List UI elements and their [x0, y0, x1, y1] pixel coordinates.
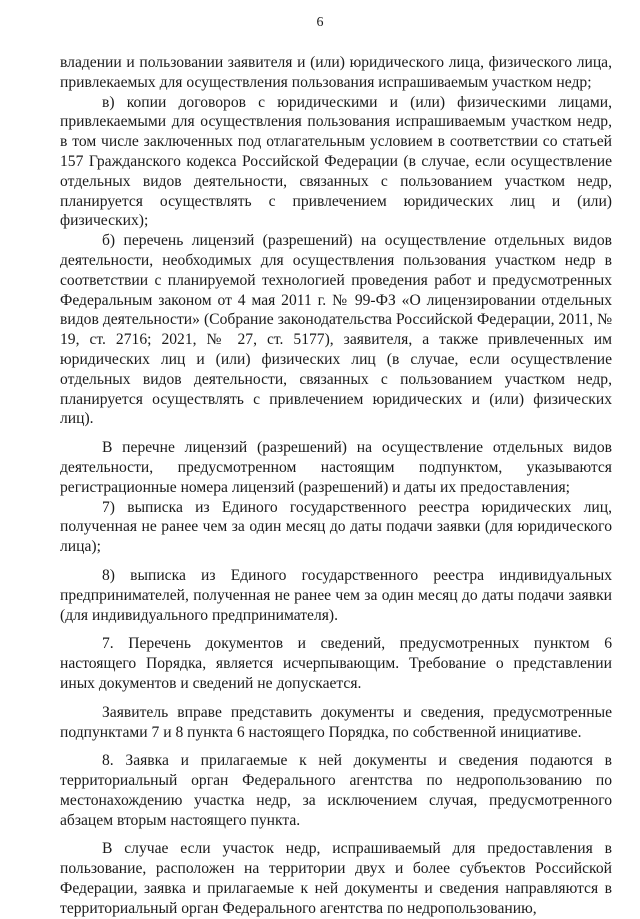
paragraph-item-8: 8) выписка из Единого государственного реестра индивидуальных предпринимателей, полученная не ранее чем за один месяц до даты подачи заявки (для индивидуального предпринимателя). [60, 566, 612, 624]
paragraph-item-6: б) перечень лицензий (разрешений) на осуществление отдельных видов деятельности, необходимых для осуществления пользования участком недр в соответствии с планируемой технологией проведения работ и предусмотренных Федеральным законом от 4 мая 2011 г. № 99-ФЗ «О лицензировании отдельных видов деятельности» (Собрание законодательства Российской Федерации, 2011, № 19, ст. 2716; 2021, № 27, ст. 5177), заявителя, а также привлеченных им юридических лиц и (или) физических лиц (в случае, если осуществление отдельных видов деятельности, связанных с пользованием участком недр, планируется осуществлять с привлечением юридических и (или) физических лиц). [60, 232, 612, 428]
paragraph-continuation: владении и пользовании заявителя и (или) юридического лица, физического лица, привлекаемых для осуществления пользования испрашиваемым участком недр; [60, 54, 612, 91]
document-body [60, 53, 612, 919]
paragraph-multiregion: В случае если участок недр, испрашиваемый для предоставления в пользование, расположен на территории двух и более субъектов Российской Федерации, заявка и прилагаемые к ней документы и сведения направляются в территориальный орган Федерального агентства по недропользованию, [60, 840, 612, 917]
paragraph-clause-8: 8. Заявка и прилагаемые к ней документы и сведения подаются в территориальный орган Федерального агентства по недропользованию по местонахождению участка недр, за исключением случая, предусмотренного абзацем вторым настоящего пункта. [60, 752, 612, 829]
page-number: 6 [316, 15, 324, 30]
paragraph-clause-7: 7. Перечень документов и сведений, предусмотренных пунктом 6 настоящего Порядка, является исчерпывающим. Требование о представлении иных документов и сведений не допускается. [60, 635, 612, 692]
paragraph-applicant-right: Заявитель вправе представить документы и сведения, предусмотренные подпунктами 7 и 8 пункта 6 настоящего Порядка, по собственной инициативе. [60, 703, 612, 741]
paragraph-item-v: в) копии договоров с юридическими и (или) физическими лицами, привлекаемыми для осуществления пользования испрашиваемым участком недр, в том числе заключенных под отлагательным условием в соответствии со статьей 157 Гражданского кодекса Российской Федерации (в случае, если осуществление отдельных видов деятельности, связанных с пользованием участком недр, планируется осуществлять с привлечением юридических лиц и (или) физических); [60, 93, 612, 230]
paragraph-license-list: В перечне лицензий (разрешений) на осуществление отдельных видов деятельности, предусмотренном настоящим подпунктом, указываются регистрационные номера лицензий (разрешений) и даты их предоставления; [60, 439, 612, 496]
paragraph-item-7: 7) выписка из Единого государственного реестра юридических лиц, полученная не ранее чем за один месяц до даты подачи заявки (для юридического лица); [60, 498, 612, 556]
